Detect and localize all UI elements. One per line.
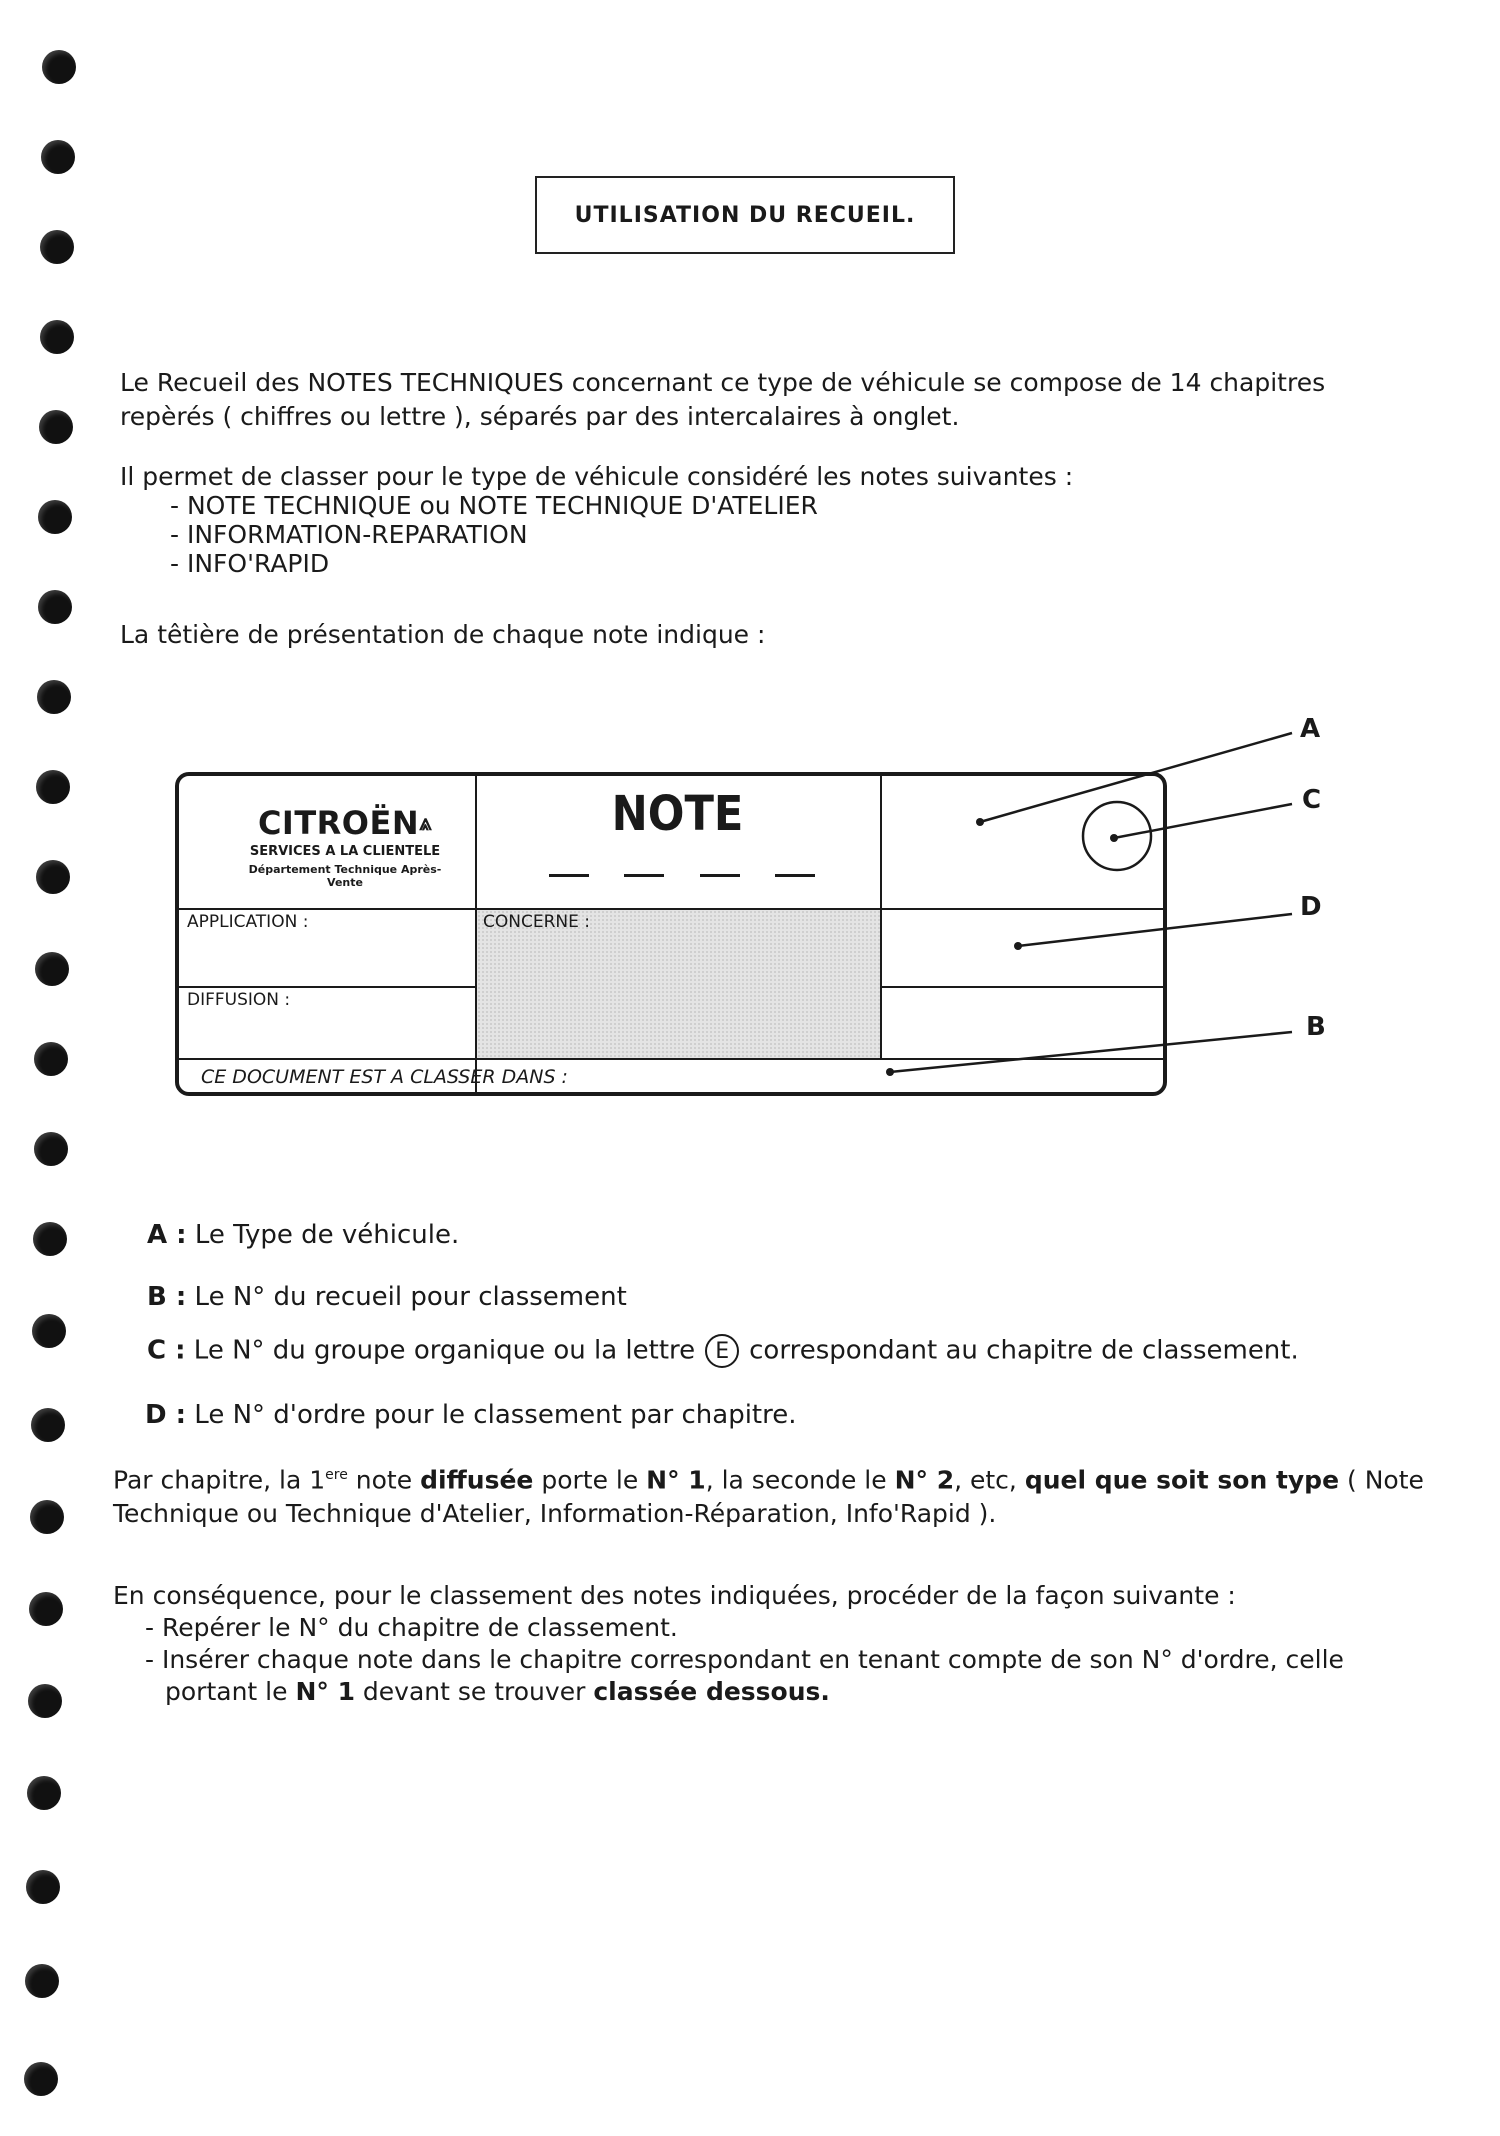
legend-item-d <box>145 1400 797 1430</box>
ordre-bold: N° 1 <box>646 1465 706 1495</box>
callout-label-c: C <box>1302 785 1322 815</box>
callout-line-c <box>1114 804 1292 838</box>
classement-item: - NOTE TECHNIQUE ou NOTE TECHNIQUE D'ATELIER <box>170 491 818 520</box>
classer-label: CE DOCUMENT EST A CLASSER DANS : <box>201 1066 568 1088</box>
classement-item: - INFO'RAPID <box>170 549 330 578</box>
ordre-paragraph <box>113 1458 1424 1531</box>
ordre-line: Technique ou Technique d'Atelier, Information-Réparation, Info'Rapid ). <box>113 1499 997 1529</box>
ordre-bold: quel que soit son type <box>1024 1465 1340 1495</box>
legend-item-a <box>147 1220 459 1250</box>
callout-label-b: B <box>1306 1012 1326 1042</box>
legend-text: Le N° du recueil pour classement <box>194 1282 627 1312</box>
legend-text: Le Type de véhicule. <box>194 1220 460 1250</box>
legend-key: D : <box>145 1400 187 1430</box>
application-label: APPLICATION : <box>187 912 309 932</box>
intro-line: Le Recueil des NOTES TECHNIQUES concernant ce type de véhicule se compose de 14 chapitres <box>120 368 1326 397</box>
legend-key: A : <box>147 1220 187 1250</box>
ordre-text: porte le <box>533 1465 647 1495</box>
callout-dot-c <box>1110 834 1118 842</box>
callout-label-a: A <box>1300 714 1321 744</box>
callout-line-b <box>890 1032 1292 1072</box>
consequence-bold: N° 1 <box>295 1677 355 1706</box>
consequence-bold: classée dessous. <box>593 1677 830 1706</box>
ordre-text: 1 <box>309 1465 326 1495</box>
legend-item-c <box>147 1334 1299 1368</box>
classement-lead: Il permet de classer pour le type de véhicule considéré les notes suivantes : <box>120 462 1074 491</box>
ordre-text: note <box>347 1465 421 1495</box>
ordre-bold: N° 2 <box>894 1465 955 1495</box>
callout-dot-a <box>976 818 984 826</box>
callout-dot-d <box>1014 942 1022 950</box>
ordre-text: , etc, <box>954 1465 1025 1495</box>
intro-line: repèrés ( chiffres ou lettre ), séparés par des intercalaires à onglet. <box>120 402 960 431</box>
concerne-label: CONCERNE : <box>483 912 590 932</box>
ordre-superscript: ere <box>325 1467 348 1483</box>
callout-label-d: D <box>1300 892 1322 922</box>
consequence-step: - Repérer le N° du chapitre de classement. <box>145 1613 678 1642</box>
callout-dot-b <box>886 1068 894 1076</box>
consequence-text: portant le <box>165 1677 296 1706</box>
brand-subtitle: SERVICES A LA CLIENTELE <box>249 844 441 859</box>
note-heading: NOTE <box>611 786 744 842</box>
callout-line-d <box>1018 914 1292 946</box>
consequence-text: devant se trouver <box>354 1677 594 1706</box>
diffusion-label: DIFFUSION : <box>187 990 291 1010</box>
consequence-step <box>113 1676 1344 1708</box>
page-title: UTILISATION DU RECUEIL. <box>535 176 955 254</box>
classement-item: - INFORMATION-REPARATION <box>170 520 528 549</box>
consequence-paragraph <box>113 1580 1344 1708</box>
consequence-lead: En conséquence, pour le classement des notes indiquées, procéder de la façon suivante : <box>113 1581 1236 1610</box>
consequence-step: - Insérer chaque note dans le chapitre correspondant en tenant compte de son N° d'ordre, celle <box>145 1645 1344 1674</box>
ordre-text: Par chapitre, la <box>113 1465 310 1495</box>
circled-letter-e: E <box>705 1334 739 1368</box>
ordre-text: , la seconde le <box>705 1465 895 1495</box>
legend-text-after: correspondant au chapitre de classement. <box>749 1335 1299 1366</box>
chevron-icon: ⩓ <box>419 811 433 836</box>
legend-item-b <box>147 1282 627 1312</box>
legend-text: Le N° d'ordre pour le classement par chapitre. <box>194 1400 797 1430</box>
legend-key: C : <box>147 1335 186 1366</box>
ordre-bold: diffusée <box>420 1465 534 1495</box>
ordre-line <box>113 1458 1424 1497</box>
legend-key: B : <box>147 1282 187 1312</box>
legend-text: Le N° du groupe organique ou la lettre <box>193 1335 696 1366</box>
brand-department: Département Technique Après-Vente <box>248 863 442 889</box>
ordre-text: ( Note <box>1339 1465 1424 1495</box>
tetiere-lead: La têtière de présentation de chaque note indique : <box>120 620 766 649</box>
brand-name-text: CITROËN <box>257 804 420 842</box>
